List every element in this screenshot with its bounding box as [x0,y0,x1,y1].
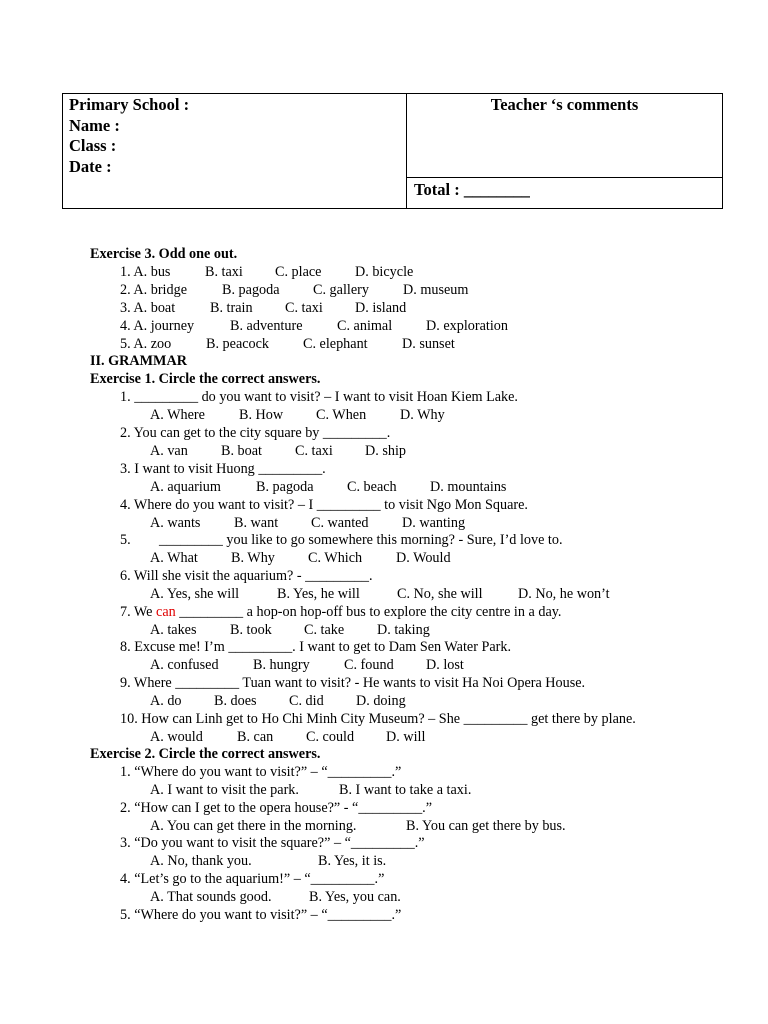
header-table [62,93,723,209]
option-c: C. elephant [303,336,368,352]
option-b: B. pagoda [222,282,280,298]
highlighted-word: can [156,604,176,620]
option-c: C. place [275,264,322,280]
option-d[interactable]: D. taking [377,622,430,638]
option-a[interactable]: A. takes [150,622,197,638]
option-c: C. taxi [285,300,323,316]
date-label: Date : [69,156,112,176]
option-d[interactable]: D. Would [396,550,451,566]
option-c[interactable]: C. did [289,693,324,709]
option-a: 4. A. journey [120,318,195,334]
option-a[interactable]: A. aquarium [150,479,221,495]
option-b[interactable]: B. pagoda [256,479,314,495]
option-d[interactable]: D. ship [365,443,406,459]
option-a[interactable]: A. do [150,693,182,709]
option-b[interactable]: B. Why [231,550,275,566]
exercise-3-title: Exercise 3. Odd one out. [90,246,238,262]
option-b[interactable]: B. Yes, it is. [318,853,387,869]
option-b[interactable]: B. hungry [253,657,310,673]
option-a: 2. A. bridge [120,282,187,298]
option-c[interactable]: C. found [344,657,394,673]
option-d[interactable]: D. doing [356,693,406,709]
option-c[interactable]: C. beach [347,479,397,495]
option-d[interactable]: D. will [386,729,426,745]
option-c[interactable]: C. wanted [311,515,369,531]
section-title-grammar: II. GRAMMAR [90,353,187,369]
option-d: D. bicycle [355,264,414,280]
exercise-2-title: Exercise 2. Circle the correct answers. [90,746,321,762]
option-a: 1. A. bus [120,264,171,280]
option-a[interactable]: A. No, thank you. [150,853,252,869]
teacher-comments-cell [407,94,722,178]
question: 2. “How can I get to the opera house?” - “_________.” [120,800,433,816]
option-a[interactable]: A. Where [150,407,205,423]
option-d[interactable]: D. Why [400,407,445,423]
option-a[interactable]: A. That sounds good. [150,889,272,905]
question: 3. “Do you want to visit the square?” – “_________.” [120,835,425,851]
option-c: C. animal [337,318,393,334]
option-c[interactable]: C. When [316,407,367,423]
question: 8. Excuse me! I’m _________. I want to get to Dam Sen Water Park. [120,639,512,655]
option-c[interactable]: C. Which [308,550,363,566]
name-label: Name : [69,115,120,135]
option-d: D. museum [403,282,469,298]
option-a[interactable]: A. You can get there in the morning. [150,818,357,834]
student-info-cell [63,94,407,208]
total-cell [407,178,722,208]
exercise-1-title: Exercise 1. Circle the correct answers. [90,371,321,387]
option-b[interactable]: B. Yes, he will [277,586,360,602]
teacher-comments-label: Teacher ‘s comments [490,95,639,114]
question: 3. I want to visit Huong _________. [120,461,326,477]
option-d[interactable]: D. No, he won’t [518,586,610,602]
option-b[interactable]: B. You can get there by bus. [406,818,566,834]
question-text-start: 7. We [120,604,157,620]
option-d: D. sunset [402,336,455,352]
option-a[interactable]: A. wants [150,515,201,531]
option-a[interactable]: A. van [150,443,188,459]
question: 9. Where _________ Tuan want to visit? - He wants to visit Ha Noi Opera House. [120,675,586,691]
option-b: B. peacock [206,336,270,352]
total-label: Total : ________ [414,180,530,199]
option-d[interactable]: D. lost [426,657,464,673]
question: 1. “Where do you want to visit?” – “_________.” [120,764,402,780]
option-b[interactable]: B. can [237,729,274,745]
school-label: Primary School : [69,95,190,114]
option-a[interactable]: A. confused [150,657,219,673]
option-b: B. train [210,300,253,316]
option-c[interactable]: C. take [304,622,345,638]
option-a[interactable]: A. I want to visit the park. [150,782,299,798]
question: 4. Where do you want to visit? – I _________ to visit Ngo Mon Square. [120,497,528,513]
option-a[interactable]: A. What [150,550,198,566]
option-d[interactable]: D. wanting [402,515,466,531]
option-b[interactable]: B. How [239,407,284,423]
class-label: Class : [69,136,117,155]
option-b: B. taxi [205,264,243,280]
option-c: C. gallery [313,282,369,298]
option-c[interactable]: C. No, she will [397,586,483,602]
option-a: 5. A. zoo [120,336,172,352]
option-b[interactable]: B. Yes, you can. [309,889,401,905]
option-d: D. exploration [426,318,508,334]
option-b[interactable]: B. boat [221,443,262,459]
option-b: B. adventure [230,318,303,334]
option-c[interactable]: C. taxi [295,443,333,459]
question: 10. How can Linh get to Ho Chi Minh City Museum? – She _________ get there by plane. [120,711,636,727]
question: 1. _________ do you want to visit? – I want to visit Hoan Kiem Lake. [120,389,518,405]
option-b[interactable]: B. does [214,693,257,709]
option-b[interactable]: B. took [230,622,272,638]
option-a[interactable]: A. Yes, she will [150,586,240,602]
question: 5. _________ you like to go somewhere this morning? - Sure, I’d love to. [120,532,563,548]
option-c[interactable]: C. could [306,729,355,745]
option-d[interactable]: D. mountains [430,479,507,495]
question: 2. You can get to the city square by _________. [120,425,391,441]
question: 6. Will she visit the aquarium? - _________. [120,568,373,584]
question: 5. “Where do you want to visit?” – “_________.” [120,907,402,923]
question: 4. “Let’s go to the aquarium!” – “_________.” [120,871,385,887]
question [120,603,561,621]
question-text-end: _________ a hop-on hop-off bus to explore the city centre in a day. [175,604,562,620]
option-b[interactable]: B. want [234,515,279,531]
option-d: D. island [355,300,407,316]
option-a: 3. A. boat [120,300,176,316]
option-a[interactable]: A. would [150,729,203,745]
option-b[interactable]: B. I want to take a taxi. [339,782,472,798]
